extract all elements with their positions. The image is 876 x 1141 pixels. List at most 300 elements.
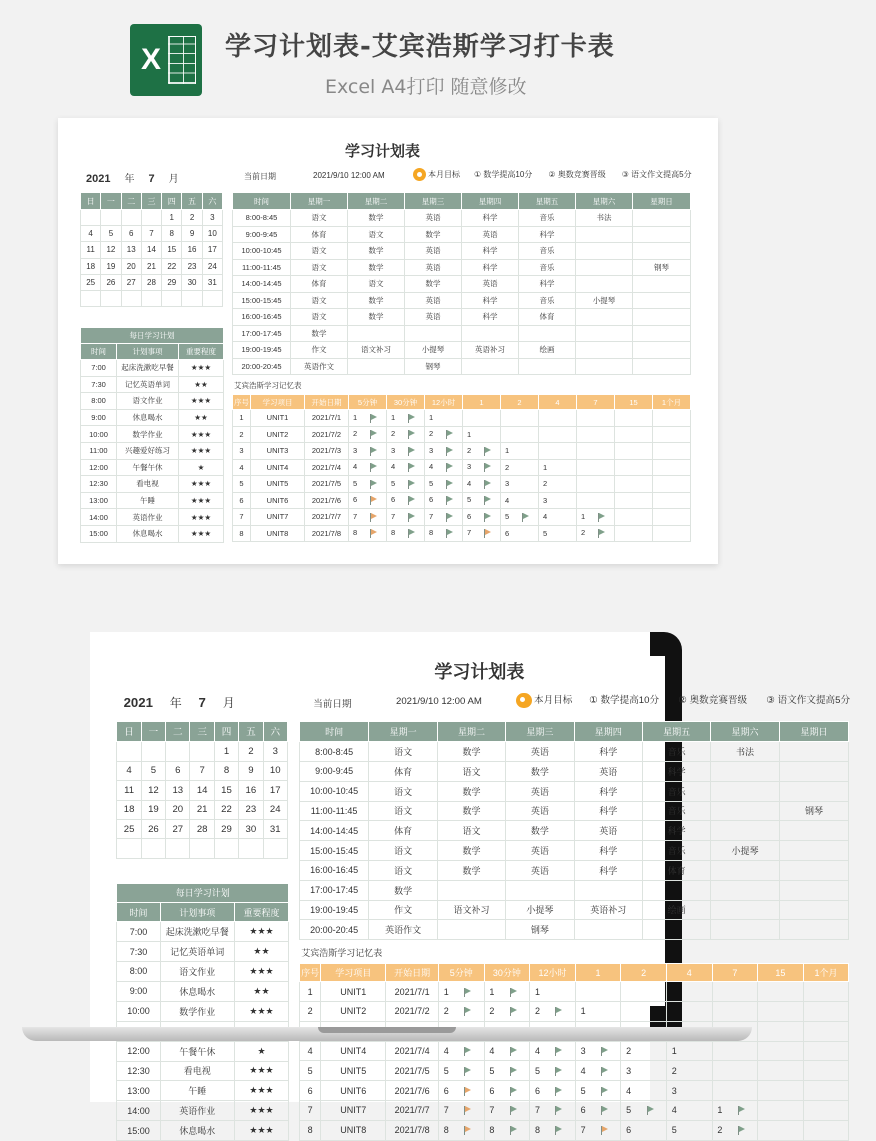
memory-check[interactable] [501, 525, 539, 542]
schedule-subject[interactable]: 科学 [574, 781, 642, 801]
plan-item[interactable]: 数学作业 [160, 1001, 234, 1021]
memory-start-date[interactable]: 2021/7/3 [305, 443, 349, 460]
memory-check[interactable] [575, 1041, 621, 1061]
memory-check[interactable] [501, 426, 539, 443]
calendar-day[interactable] [141, 290, 161, 306]
memory-item[interactable]: UNIT2 [321, 1001, 386, 1021]
schedule-subject[interactable]: 数学 [291, 325, 348, 342]
memory-check[interactable] [463, 525, 501, 542]
schedule-subject[interactable]: 数学 [348, 210, 405, 227]
calendar-day[interactable]: 5 [141, 761, 165, 780]
memory-check[interactable] [387, 459, 425, 476]
schedule-subject[interactable] [348, 325, 405, 342]
schedule-time[interactable]: 17:00-17:45 [233, 325, 291, 342]
schedule-time[interactable]: 9:00-9:45 [233, 226, 291, 243]
memory-check[interactable] [758, 1001, 804, 1021]
schedule-time[interactable]: 8:00-8:45 [233, 210, 291, 227]
schedule-subject[interactable]: 语文 [369, 781, 437, 801]
memory-check[interactable] [539, 443, 577, 460]
memory-check[interactable] [758, 1081, 804, 1101]
schedule-subject[interactable] [576, 325, 633, 342]
memory-check[interactable] [349, 492, 387, 509]
memory-check[interactable] [621, 982, 667, 1002]
schedule-subject[interactable] [576, 276, 633, 293]
memory-check[interactable] [712, 1001, 758, 1021]
calendar-day[interactable]: 27 [121, 274, 141, 290]
memory-item[interactable]: UNIT7 [251, 509, 305, 526]
schedule-subject[interactable] [779, 900, 849, 920]
schedule-subject[interactable] [462, 358, 519, 375]
schedule-subject[interactable]: 英语 [405, 243, 462, 260]
plan-priority[interactable]: ★★ [179, 409, 224, 426]
schedule-subject[interactable] [779, 880, 849, 900]
schedule-subject[interactable] [437, 920, 505, 940]
memory-check[interactable] [577, 459, 615, 476]
memory-check[interactable] [438, 1081, 484, 1101]
memory-check[interactable] [575, 1120, 621, 1140]
schedule-subject[interactable]: 语文 [437, 821, 505, 841]
memory-start-date[interactable]: 2021/7/5 [305, 476, 349, 493]
schedule-subject[interactable]: 英语 [574, 761, 642, 781]
schedule-subject[interactable]: 语文 [348, 226, 405, 243]
memory-check[interactable] [621, 1001, 667, 1021]
schedule-subject[interactable]: 科学 [462, 210, 519, 227]
schedule-time[interactable]: 15:00-15:45 [233, 292, 291, 309]
plan-priority[interactable]: ★★★ [234, 922, 288, 942]
memory-check[interactable] [615, 525, 653, 542]
memory-check[interactable] [425, 525, 463, 542]
memory-item[interactable]: UNIT1 [321, 982, 386, 1002]
plan-priority[interactable]: ★★★ [234, 1081, 288, 1101]
plan-time[interactable]: 15:00 [81, 525, 117, 542]
schedule-subject[interactable]: 英语 [506, 742, 574, 762]
memory-check[interactable] [666, 1061, 712, 1081]
memory-item[interactable]: UNIT5 [251, 476, 305, 493]
schedule-time[interactable]: 9:00-9:45 [299, 761, 369, 781]
memory-check[interactable] [653, 525, 691, 542]
memory-check[interactable] [758, 982, 804, 1002]
schedule-subject[interactable]: 数学 [405, 226, 462, 243]
schedule-subject[interactable]: 小提琴 [576, 292, 633, 309]
memory-item[interactable]: UNIT3 [251, 443, 305, 460]
memory-item[interactable]: UNIT4 [251, 459, 305, 476]
schedule-time[interactable]: 14:00-14:45 [299, 821, 369, 841]
memory-check[interactable] [712, 1081, 758, 1101]
calendar-day[interactable]: 21 [141, 258, 161, 274]
schedule-subject[interactable] [642, 920, 710, 940]
plan-time[interactable]: 12:00 [117, 1041, 160, 1061]
calendar-day[interactable] [117, 742, 141, 761]
schedule-subject[interactable] [576, 342, 633, 359]
memory-check[interactable] [501, 459, 539, 476]
memory-item[interactable]: UNIT4 [321, 1041, 386, 1061]
plan-priority[interactable]: ★★★ [179, 492, 224, 509]
memory-check[interactable] [501, 443, 539, 460]
calendar-day[interactable]: 25 [117, 819, 141, 838]
memory-check[interactable] [666, 982, 712, 1002]
schedule-subject[interactable]: 小提琴 [506, 900, 574, 920]
memory-check[interactable] [712, 1041, 758, 1061]
schedule-subject[interactable] [633, 243, 691, 260]
memory-check[interactable] [575, 1100, 621, 1120]
schedule-subject[interactable]: 钢琴 [506, 920, 574, 940]
schedule-subject[interactable] [779, 742, 849, 762]
calendar-day[interactable]: 27 [166, 819, 190, 838]
memory-check[interactable] [653, 426, 691, 443]
schedule-subject[interactable]: 英语 [405, 309, 462, 326]
memory-check[interactable] [653, 443, 691, 460]
schedule-subject[interactable]: 体育 [291, 276, 348, 293]
calendar-day[interactable]: 7 [190, 761, 214, 780]
memory-check[interactable] [539, 509, 577, 526]
schedule-subject[interactable] [576, 358, 633, 375]
memory-check[interactable] [653, 410, 691, 427]
calendar-day[interactable] [166, 742, 190, 761]
plan-time[interactable]: 7:00 [81, 360, 117, 377]
schedule-time[interactable]: 16:00-16:45 [299, 860, 369, 880]
calendar-day[interactable] [117, 839, 141, 858]
calendar-day[interactable]: 14 [190, 781, 214, 800]
memory-check[interactable] [484, 1120, 530, 1140]
memory-start-date[interactable]: 2021/7/1 [305, 410, 349, 427]
memory-start-date[interactable]: 2021/7/7 [386, 1100, 439, 1120]
memory-item[interactable]: UNIT2 [251, 426, 305, 443]
plan-priority[interactable]: ★★★ [179, 393, 224, 410]
schedule-subject[interactable] [576, 243, 633, 260]
schedule-subject[interactable] [711, 900, 779, 920]
calendar-day[interactable]: 21 [190, 800, 214, 819]
calendar-day[interactable]: 28 [190, 819, 214, 838]
schedule-subject[interactable] [519, 358, 576, 375]
memory-check[interactable] [387, 509, 425, 526]
calendar-day[interactable]: 9 [182, 226, 202, 242]
schedule-time[interactable]: 14:00-14:45 [233, 276, 291, 293]
calendar-day[interactable]: 13 [121, 242, 141, 258]
calendar-day[interactable]: 8 [162, 226, 182, 242]
plan-time[interactable]: 10:00 [81, 426, 117, 443]
memory-check[interactable] [615, 459, 653, 476]
plan-time[interactable]: 8:00 [81, 393, 117, 410]
memory-item[interactable]: UNIT5 [321, 1061, 386, 1081]
calendar-day[interactable]: 11 [117, 781, 141, 800]
memory-check[interactable] [425, 459, 463, 476]
memory-check[interactable] [438, 1120, 484, 1140]
schedule-subject[interactable]: 科学 [642, 821, 710, 841]
memory-check[interactable] [530, 1081, 576, 1101]
plan-time[interactable]: 11:00 [81, 442, 117, 459]
memory-item[interactable]: UNIT6 [321, 1081, 386, 1101]
plan-item[interactable]: 英语作业 [160, 1101, 234, 1121]
calendar-day[interactable]: 4 [117, 761, 141, 780]
memory-check[interactable] [425, 426, 463, 443]
memory-item[interactable]: UNIT7 [321, 1100, 386, 1120]
memory-check[interactable] [666, 1041, 712, 1061]
memory-check[interactable] [425, 492, 463, 509]
schedule-subject[interactable]: 英语作文 [291, 358, 348, 375]
memory-check[interactable] [539, 476, 577, 493]
schedule-subject[interactable]: 数学 [506, 821, 574, 841]
memory-start-date[interactable]: 2021/7/8 [305, 525, 349, 542]
plan-item[interactable]: 起床洗漱吃早餐 [117, 360, 179, 377]
plan-priority[interactable]: ★★ [179, 376, 224, 393]
memory-check[interactable] [666, 1081, 712, 1101]
calendar-day[interactable]: 18 [81, 258, 101, 274]
memory-check[interactable] [425, 410, 463, 427]
plan-time[interactable]: 9:00 [117, 981, 160, 1001]
schedule-subject[interactable]: 数学 [348, 259, 405, 276]
plan-item[interactable]: 看电视 [117, 476, 179, 493]
schedule-subject[interactable] [633, 276, 691, 293]
plan-time[interactable]: 14:00 [117, 1101, 160, 1121]
calendar-day[interactable]: 19 [101, 258, 121, 274]
memory-item[interactable]: UNIT1 [251, 410, 305, 427]
schedule-time[interactable]: 10:00-10:45 [299, 781, 369, 801]
plan-priority[interactable]: ★ [179, 459, 224, 476]
memory-check[interactable] [577, 426, 615, 443]
schedule-subject[interactable]: 语文 [291, 243, 348, 260]
calendar-day[interactable]: 23 [239, 800, 263, 819]
schedule-subject[interactable]: 语文 [348, 276, 405, 293]
plan-item[interactable]: 午睡 [117, 492, 179, 509]
memory-check[interactable] [803, 1120, 849, 1140]
calendar-day[interactable]: 25 [81, 274, 101, 290]
memory-check[interactable] [349, 525, 387, 542]
schedule-subject[interactable]: 语文 [291, 259, 348, 276]
calendar-day[interactable]: 19 [141, 800, 165, 819]
plan-priority[interactable]: ★★★ [179, 476, 224, 493]
schedule-subject[interactable] [348, 358, 405, 375]
plan-item[interactable]: 午餐午休 [160, 1041, 234, 1061]
plan-item[interactable]: 看电视 [160, 1061, 234, 1081]
plan-priority[interactable]: ★★★ [234, 1001, 288, 1021]
calendar-day[interactable]: 3 [263, 742, 287, 761]
memory-check[interactable] [621, 1120, 667, 1140]
schedule-time[interactable]: 11:00-11:45 [299, 801, 369, 821]
calendar-day[interactable]: 23 [182, 258, 202, 274]
plan-priority[interactable]: ★★★ [234, 1101, 288, 1121]
plan-item[interactable]: 午睡 [160, 1081, 234, 1101]
schedule-subject[interactable]: 音乐 [519, 259, 576, 276]
schedule-subject[interactable]: 语文补习 [348, 342, 405, 359]
memory-start-date[interactable]: 2021/7/2 [305, 426, 349, 443]
schedule-time[interactable]: 20:00-20:45 [233, 358, 291, 375]
calendar-day[interactable]: 1 [214, 742, 238, 761]
schedule-subject[interactable]: 数学 [437, 841, 505, 861]
calendar-day[interactable]: 31 [202, 274, 222, 290]
memory-check[interactable] [621, 1081, 667, 1101]
schedule-subject[interactable]: 科学 [574, 841, 642, 861]
schedule-subject[interactable]: 英语补习 [574, 900, 642, 920]
memory-item[interactable]: UNIT8 [321, 1120, 386, 1140]
memory-check[interactable] [577, 509, 615, 526]
memory-check[interactable] [758, 1021, 804, 1041]
schedule-subject[interactable]: 数学 [348, 309, 405, 326]
calendar-day[interactable]: 22 [162, 258, 182, 274]
plan-item[interactable]: 休息喝水 [117, 409, 179, 426]
calendar-day[interactable]: 5 [101, 226, 121, 242]
calendar-day[interactable]: 12 [101, 242, 121, 258]
schedule-subject[interactable]: 数学 [437, 801, 505, 821]
schedule-subject[interactable]: 语文 [437, 761, 505, 781]
memory-check[interactable] [539, 459, 577, 476]
schedule-subject[interactable] [405, 325, 462, 342]
schedule-time[interactable]: 11:00-11:45 [233, 259, 291, 276]
schedule-subject[interactable] [506, 880, 574, 900]
memory-check[interactable] [387, 410, 425, 427]
schedule-subject[interactable]: 科学 [519, 226, 576, 243]
schedule-subject[interactable]: 科学 [462, 292, 519, 309]
calendar-day[interactable]: 1 [162, 210, 182, 226]
schedule-subject[interactable]: 音乐 [519, 243, 576, 260]
memory-check[interactable] [425, 443, 463, 460]
memory-check[interactable] [484, 1100, 530, 1120]
schedule-subject[interactable]: 英语作文 [369, 920, 437, 940]
calendar-day[interactable]: 15 [162, 242, 182, 258]
plan-time[interactable]: 12:00 [81, 459, 117, 476]
schedule-subject[interactable] [633, 358, 691, 375]
schedule-subject[interactable]: 音乐 [642, 841, 710, 861]
schedule-time[interactable]: 17:00-17:45 [299, 880, 369, 900]
plan-time[interactable]: 12:30 [81, 476, 117, 493]
calendar-day[interactable] [101, 290, 121, 306]
memory-check[interactable] [484, 1041, 530, 1061]
schedule-subject[interactable]: 音乐 [642, 801, 710, 821]
schedule-subject[interactable]: 音乐 [519, 210, 576, 227]
memory-check[interactable] [349, 410, 387, 427]
memory-check[interactable] [712, 1061, 758, 1081]
schedule-subject[interactable]: 英语 [574, 821, 642, 841]
calendar-day[interactable] [239, 839, 263, 858]
schedule-subject[interactable]: 体育 [369, 821, 437, 841]
calendar-day[interactable]: 2 [239, 742, 263, 761]
memory-check[interactable] [501, 509, 539, 526]
plan-time[interactable]: 10:00 [117, 1001, 160, 1021]
schedule-subject[interactable]: 英语 [506, 801, 574, 821]
memory-check[interactable] [463, 509, 501, 526]
plan-item[interactable]: 语文作业 [117, 393, 179, 410]
schedule-subject[interactable]: 科学 [574, 860, 642, 880]
schedule-subject[interactable]: 体育 [642, 860, 710, 880]
schedule-subject[interactable]: 数学 [437, 860, 505, 880]
schedule-subject[interactable] [711, 761, 779, 781]
memory-check[interactable] [501, 476, 539, 493]
calendar-day[interactable]: 16 [239, 781, 263, 800]
memory-check[interactable] [484, 1061, 530, 1081]
schedule-subject[interactable] [711, 821, 779, 841]
memory-check[interactable] [577, 443, 615, 460]
memory-check[interactable] [577, 410, 615, 427]
plan-item[interactable]: 记忆英语单词 [160, 942, 234, 962]
memory-check[interactable] [575, 1061, 621, 1081]
memory-check[interactable] [530, 1041, 576, 1061]
plan-priority[interactable]: ★★★ [234, 1061, 288, 1081]
schedule-subject[interactable]: 英语 [405, 292, 462, 309]
memory-check[interactable] [349, 459, 387, 476]
calendar-day[interactable] [182, 290, 202, 306]
schedule-time[interactable]: 16:00-16:45 [233, 309, 291, 326]
memory-check[interactable] [530, 982, 576, 1002]
plan-time[interactable]: 7:30 [117, 942, 160, 962]
calendar-day[interactable] [121, 290, 141, 306]
memory-check[interactable] [438, 982, 484, 1002]
schedule-subject[interactable] [711, 801, 779, 821]
memory-check[interactable] [349, 443, 387, 460]
memory-start-date[interactable]: 2021/7/1 [386, 982, 439, 1002]
calendar-day[interactable]: 29 [162, 274, 182, 290]
calendar-day[interactable] [81, 290, 101, 306]
schedule-subject[interactable]: 数学 [437, 742, 505, 762]
calendar-day[interactable]: 11 [81, 242, 101, 258]
schedule-time[interactable]: 8:00-8:45 [299, 742, 369, 762]
schedule-subject[interactable]: 数学 [506, 761, 574, 781]
schedule-subject[interactable]: 音乐 [519, 292, 576, 309]
memory-check[interactable] [463, 492, 501, 509]
schedule-subject[interactable]: 数学 [369, 880, 437, 900]
schedule-subject[interactable] [633, 292, 691, 309]
schedule-subject[interactable]: 科学 [462, 309, 519, 326]
plan-priority[interactable]: ★★★ [179, 360, 224, 377]
calendar-day[interactable]: 30 [239, 819, 263, 838]
schedule-subject[interactable] [711, 920, 779, 940]
schedule-subject[interactable] [711, 880, 779, 900]
plan-time[interactable]: 14:00 [81, 509, 117, 526]
schedule-subject[interactable]: 语文 [369, 742, 437, 762]
memory-check[interactable] [615, 410, 653, 427]
memory-check[interactable] [758, 1061, 804, 1081]
memory-check[interactable] [621, 1041, 667, 1061]
calendar-day[interactable]: 17 [202, 242, 222, 258]
memory-check[interactable] [463, 476, 501, 493]
memory-check[interactable] [463, 426, 501, 443]
schedule-subject[interactable]: 语文 [369, 801, 437, 821]
schedule-subject[interactable]: 语文 [369, 841, 437, 861]
calendar-day[interactable]: 26 [101, 274, 121, 290]
memory-check[interactable] [575, 1081, 621, 1101]
schedule-subject[interactable]: 英语 [462, 226, 519, 243]
schedule-subject[interactable] [779, 821, 849, 841]
memory-check[interactable] [501, 410, 539, 427]
memory-check[interactable] [653, 476, 691, 493]
memory-check[interactable] [530, 1061, 576, 1081]
memory-check[interactable] [387, 476, 425, 493]
schedule-subject[interactable]: 英语 [506, 781, 574, 801]
schedule-time[interactable]: 19:00-19:45 [299, 900, 369, 920]
calendar-day[interactable] [263, 839, 287, 858]
memory-start-date[interactable]: 2021/7/2 [386, 1001, 439, 1021]
schedule-subject[interactable] [633, 342, 691, 359]
memory-check[interactable] [530, 1001, 576, 1021]
memory-check[interactable] [575, 1001, 621, 1021]
schedule-subject[interactable]: 英语 [506, 860, 574, 880]
schedule-subject[interactable]: 数学 [348, 243, 405, 260]
schedule-subject[interactable]: 语文 [291, 210, 348, 227]
schedule-subject[interactable]: 科学 [519, 276, 576, 293]
schedule-subject[interactable]: 体育 [519, 309, 576, 326]
schedule-subject[interactable] [633, 226, 691, 243]
memory-check[interactable] [539, 492, 577, 509]
memory-check[interactable] [712, 982, 758, 1002]
memory-check[interactable] [530, 1120, 576, 1140]
schedule-subject[interactable] [576, 226, 633, 243]
schedule-subject[interactable] [633, 325, 691, 342]
memory-check[interactable] [539, 410, 577, 427]
plan-priority[interactable]: ★★★ [179, 509, 224, 526]
memory-check[interactable] [349, 509, 387, 526]
schedule-subject[interactable]: 作文 [291, 342, 348, 359]
schedule-subject[interactable] [574, 920, 642, 940]
memory-start-date[interactable]: 2021/7/5 [386, 1061, 439, 1081]
plan-item[interactable]: 休息喝水 [160, 981, 234, 1001]
